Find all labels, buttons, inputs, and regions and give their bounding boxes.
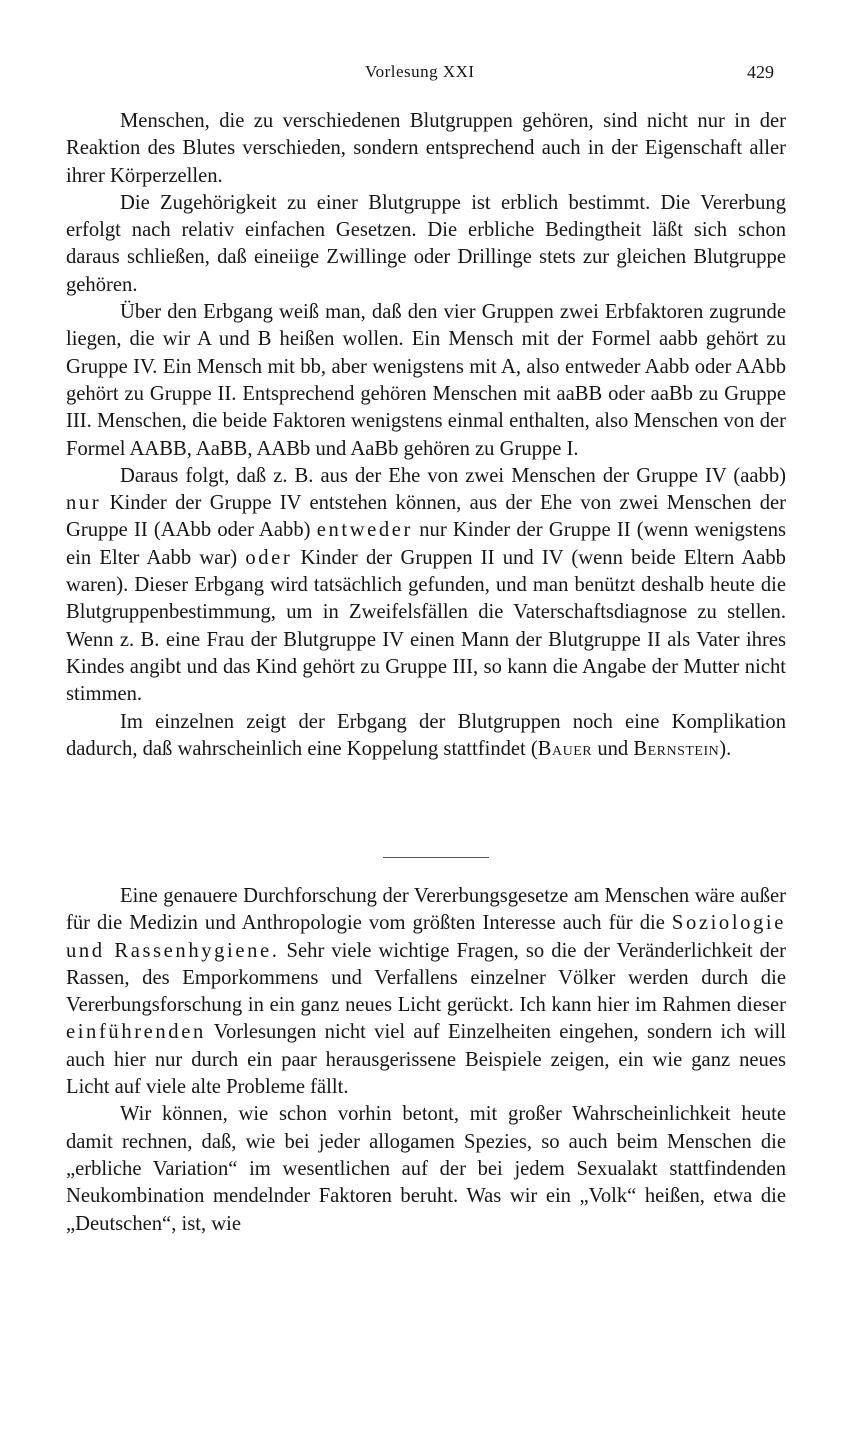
paragraph-blood-group-cells: Menschen, die zu verschiedenen Blutgruppen gehören, sind nicht nur in der Reaktion des Blutes verschieden, sondern entsprechend auch in der Eigenschaft aller ihrer Körperzellen. [66,110,786,187]
emphasis-nur: nur [66,492,102,515]
emphasis-einfuehrenden: einführenden [66,1021,206,1044]
text-run: Kinder der Gruppe IV entstehen können, aus der Ehe von zwei Menschen der Gruppe II (AAbb oder Aabb) [66,492,786,542]
page-number: 429 [747,62,774,82]
author-name-bauer: Bauer [537,737,593,760]
text-run: und [597,737,629,760]
paragraph-heredity: Die Zugehörigkeit zu einer Blutgruppe ist erblich bestimmt. Die Vererbung erfolgt nach relativ einfachen Gesetzen. Die erbliche Bedingtheit läßt sich schon daraus schließen, daß eineiige Zwillinge oder Drillinge stets zur gleichen Blutgruppe gehören. [66,191,786,296]
paragraph-hereditary-variation: Wir können, wie schon vorhin betont, mit großer Wahrscheinlichkeit heute damit rechnen, daß, wie bei jeder allogamen Spezies, so auch beim Menschen die „erbliche Variation“ im wesentlichen auf der bei jedem Sexualakt stattfindenden Neukombination mendelnder Faktoren beruht. Was wir ein „Volk“ heißen, etwa die „Deutschen“, ist, wie [66,1103,786,1235]
emphasis-soziologie: Soziologie und Rassenhygiene. [66,912,786,962]
paragraph-linkage [66,709,786,764]
text-run: ). [719,737,732,760]
text-run: Daraus folgt, daß z. B. aus der Ehe von zwei Menschen der Gruppe IV (aabb) [120,464,786,487]
text-run: nur Kinder der Gruppe II (wenn wenigstens ein Elter Aabb war) [66,519,786,569]
paragraph-sociology [66,883,786,1101]
text-run: Kinder der Gruppen II und IV (wenn beide Eltern Aabb waren). Dieser Erbgang wird tatsächlich gefunden, und man benützt deshalb heute die Blutgruppenbestimmung, um in Zweifelsfällen die Vaterschaftsdiagnose zu stellen. Wenn z. B. eine Frau der Blutgruppe IV einen Mann der Blutgruppe II als Vater ihres Kindes angibt und das Kind gehört zu Gruppe III, so kann die Angabe der Mutter nicht stimmen. [66,546,786,706]
emphasis-entweder: entweder [316,519,414,542]
paragraph-inheritance-factors: Über den Erbgang weiß man, daß den vier Gruppen zwei Erbfaktoren zugrunde liegen, die wir A und B heißen wollen. Ein Mensch mit der Formel aabb gehört zu Gruppe IV. Ein Mensch mit bb, aber wenigstens mit A, also entweder Aabb oder AAbb gehört zu Gruppe II. Entsprechend gehören Menschen mit aaBB oder aaBb zu Gruppe III. Menschen, die beide Faktoren wenigstens einmal enthalten, also Menschen von der Formel AABB, AaBB, AABb und AaBb gehören zu Gruppe I. [66,301,786,460]
author-name-bernstein: Bernstein [633,737,720,760]
text-run: Eine genauere Durchforschung der Vererbungsgesetze am Menschen wäre außer für die Medizin und Anthropologie vom größten Interesse auch für die [66,885,786,935]
running-title: Vorlesung XXI [365,62,475,81]
body-section-sociology [66,883,786,1238]
paragraph-paternity-diagnosis [66,463,786,709]
text-run: Vorlesungen nicht viel auf Einzelheiten eingehen, sondern ich will auch hier nur durch ein paar herausgerissene Beispiele zeigen, ein wie ganz neues Licht auf viele alte Probleme fällt. [66,1021,786,1099]
emphasis-oder: oder [245,546,293,569]
running-head [0,62,850,88]
body-section-blood-groups [66,108,786,763]
text-run: Sehr viele wichtige Fragen, so die der Veränderlichkeit der Rassen, des Emporkommens und Verfallens einzelner Völker werden durch die Vererbungsforschung in ein ganz neues Licht gerückt. Ich kann hier im Rahmen dieser [66,939,786,1017]
text-run: Im einzelnen zeigt der Erbgang der Blutgruppen noch eine Komplikation dadurch, daß wahrscheinlich eine Koppelung stattfindet ( [66,710,786,760]
section-divider [383,857,489,858]
